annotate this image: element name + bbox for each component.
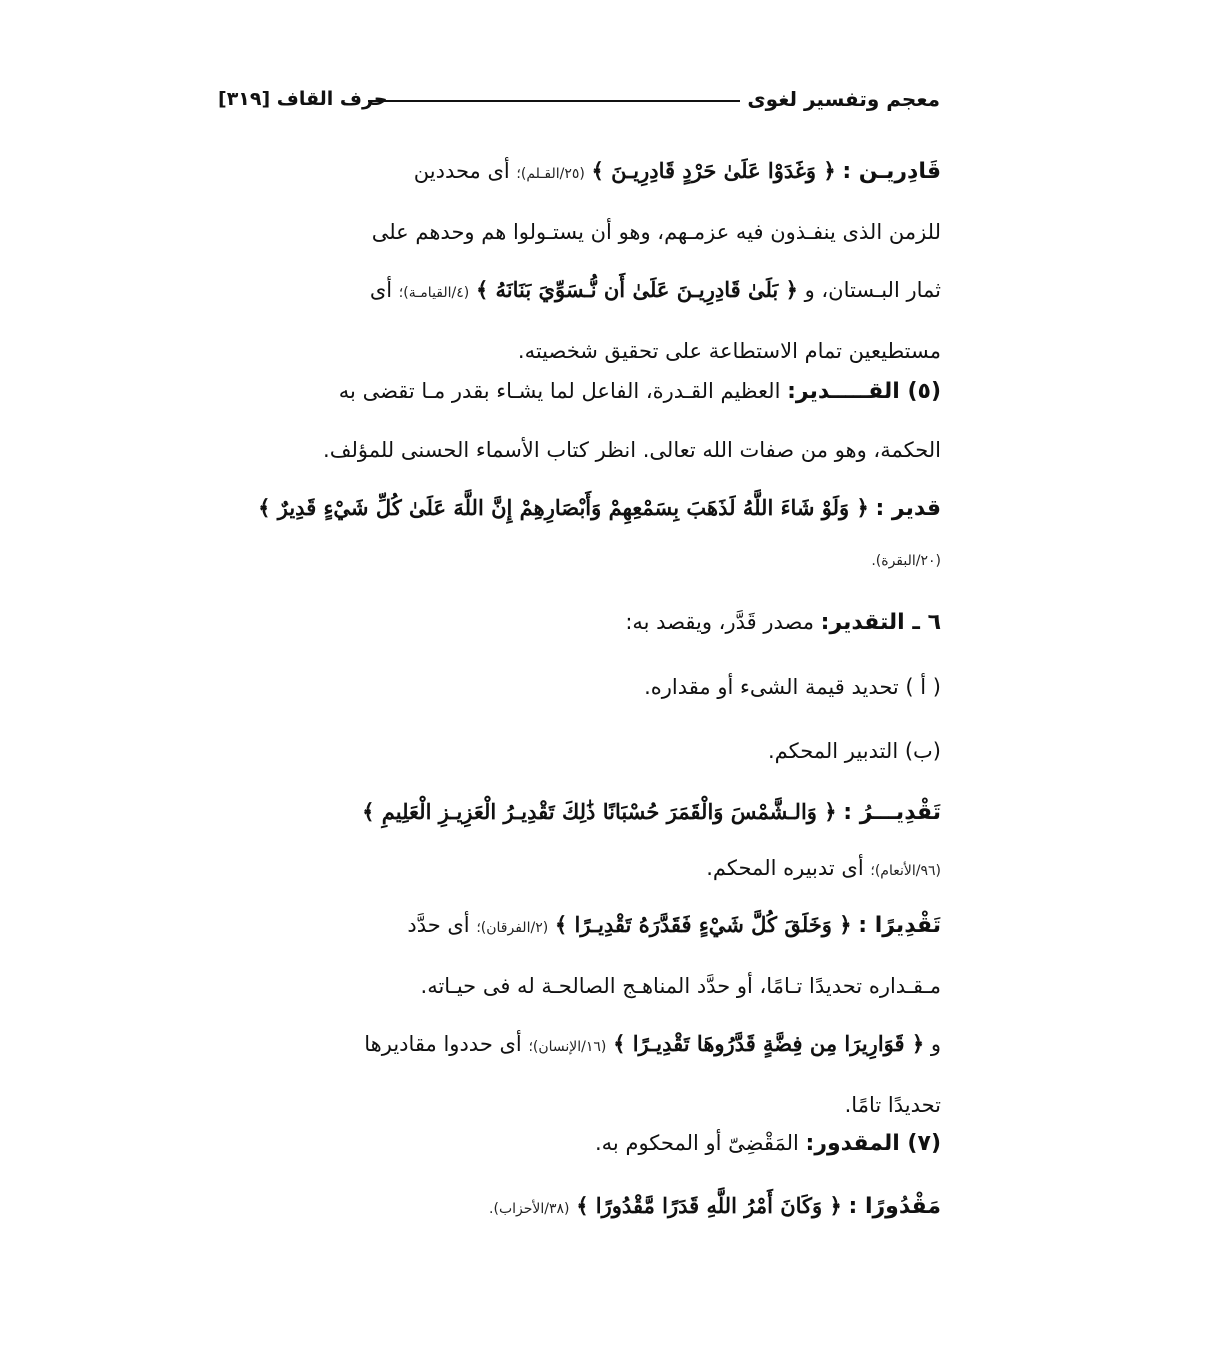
definition-text: العظيم القـدرة، الفاعل لما يشـاء بقدر مـا تقضى به — [338, 379, 781, 403]
quran-quote: ﴿ قَوَارِيرَا مِن فِضَّةٍ قَدَّرُوهَا تَقْدِيـرًا ﴾ — [613, 1031, 925, 1056]
sense-b: (ب) التدبير المحكم. — [767, 739, 941, 763]
entry-line: مستطيعين تمام الاستطاعة على تحقيق شخصيته. — [517, 339, 941, 363]
entry-line — [218, 538, 941, 581]
verse-reference: (٢٥/القـلم)؛ — [516, 166, 585, 182]
headword: ٦ ـ التقدير: — [820, 610, 941, 635]
entry-taqdir — [218, 590, 941, 897]
quran-quote: ﴿ وَغَدَوْا عَلَىٰ حَرْدٍ قَادِرِيـنَ ﴾ — [591, 158, 836, 183]
header-rule — [368, 100, 740, 102]
verse-reference: (٩٦/الأنعام)؛ — [870, 863, 941, 879]
definition-text: أى حددوا مقاديرها — [364, 1032, 522, 1056]
entry-taqdiran — [218, 896, 941, 1134]
quran-quote: ﴿ وَلَوْ شَاءَ اللَّهُ لَذَهَبَ بِسَمْعِهِمْ وَأَبْصَارِهِمْ إِنَّ اللَّهَ عَلَىٰ كُلِّ شَيْءٍ قَدِيرٌ ﴾ — [258, 495, 869, 520]
entry-line — [218, 142, 941, 203]
headword: قَادِريـن : — [842, 159, 941, 184]
entry-line: مـقـداره تحديدًا تـامًا، أو حدَّد المناهـج الصالحـة له فى حيـاته. — [420, 974, 941, 998]
headword: تَقْدِيرًا : — [858, 913, 941, 938]
verse-reference: (٤/القيامـة)؛ — [398, 285, 470, 301]
definition-text: و — [930, 1032, 941, 1056]
entry-line — [218, 1175, 941, 1240]
definition-text: أى — [369, 278, 393, 302]
headword: (٧) المقدور: — [805, 1131, 941, 1156]
quran-quote: ﴿ وَالـشَّمْسَ وَالْقَمَرَ حُسْبَانًا ذَٰلِكَ تَقْدِيـرُ الْعَزِيـزِ الْعَلِيمِ ﴾ — [362, 799, 837, 824]
book-title: معجم وتفسير لغوى — [747, 87, 940, 111]
page-header — [218, 84, 940, 114]
quran-quote: ﴿ وَكَانَ أَمْرُ اللَّهِ قَدَرًا مَّقْدُورًا ﴾ — [576, 1193, 842, 1218]
headword: (٥) القـــــدير: — [787, 379, 941, 404]
headword: تَقْدِيـــرُ : — [843, 800, 941, 825]
quran-quote: ﴿ بَلَىٰ قَادِرِيـنَ عَلَىٰ أَن نُّـسَوِّيَ بَنَانَهُ ﴾ — [475, 277, 798, 302]
entry-maqdur — [218, 1112, 941, 1240]
definition-text: ثمار البـستان، و — [804, 278, 941, 302]
headword: مَقْدُورًا : — [848, 1194, 941, 1219]
verse-reference: (٢/الفرقان)؛ — [476, 920, 549, 936]
entry-line — [218, 362, 941, 421]
entry-line — [218, 479, 941, 538]
definition-text: المَقْضِىّ أو المحكوم به. — [594, 1131, 799, 1155]
quran-quote: ﴿ وَخَلَقَ كُلَّ شَيْءٍ فَقَدَّرَهُ تَقْدِيـرًا ﴾ — [554, 912, 852, 937]
definition-text: أى محددين — [413, 159, 510, 183]
verse-reference: (٣٨/الأحزاب). — [489, 1201, 570, 1217]
entry-line: تحديدًا تامًا. — [844, 1093, 941, 1117]
running-head: حرف القاف [٣١٩] — [218, 88, 388, 110]
entry-line — [218, 783, 941, 842]
definition-text: أى تدبيره المحكم. — [706, 856, 864, 880]
sense-a: ( أ ) تحديد قيمة الشىء أو مقداره. — [644, 675, 941, 699]
definition-text: أى حدَّد — [407, 913, 470, 937]
entry-qadir — [218, 362, 941, 581]
entry-line — [218, 1015, 941, 1076]
entry-line: للزمن الذى ينفـذون فيه عزمـهم، وهو أن يستـولوا هم وحدهم على — [371, 220, 941, 244]
verse-reference: (١٦/الإنسان)؛ — [528, 1039, 607, 1055]
entry-line — [218, 261, 941, 322]
entry-line — [218, 590, 941, 655]
headword: قدير : — [875, 496, 941, 521]
definition-text: مصدر قَدَّر، ويقصد به: — [625, 610, 814, 634]
entry-line: الحكمة، وهو من صفات الله تعالى. انظر كتاب الأسماء الحسنى للمؤلف. — [323, 438, 941, 462]
entry-qadirin — [218, 142, 941, 380]
entry-line — [218, 842, 941, 897]
entry-line — [218, 896, 941, 957]
entry-line — [218, 1112, 941, 1175]
verse-reference: (٢٠/البقرة). — [871, 553, 941, 569]
